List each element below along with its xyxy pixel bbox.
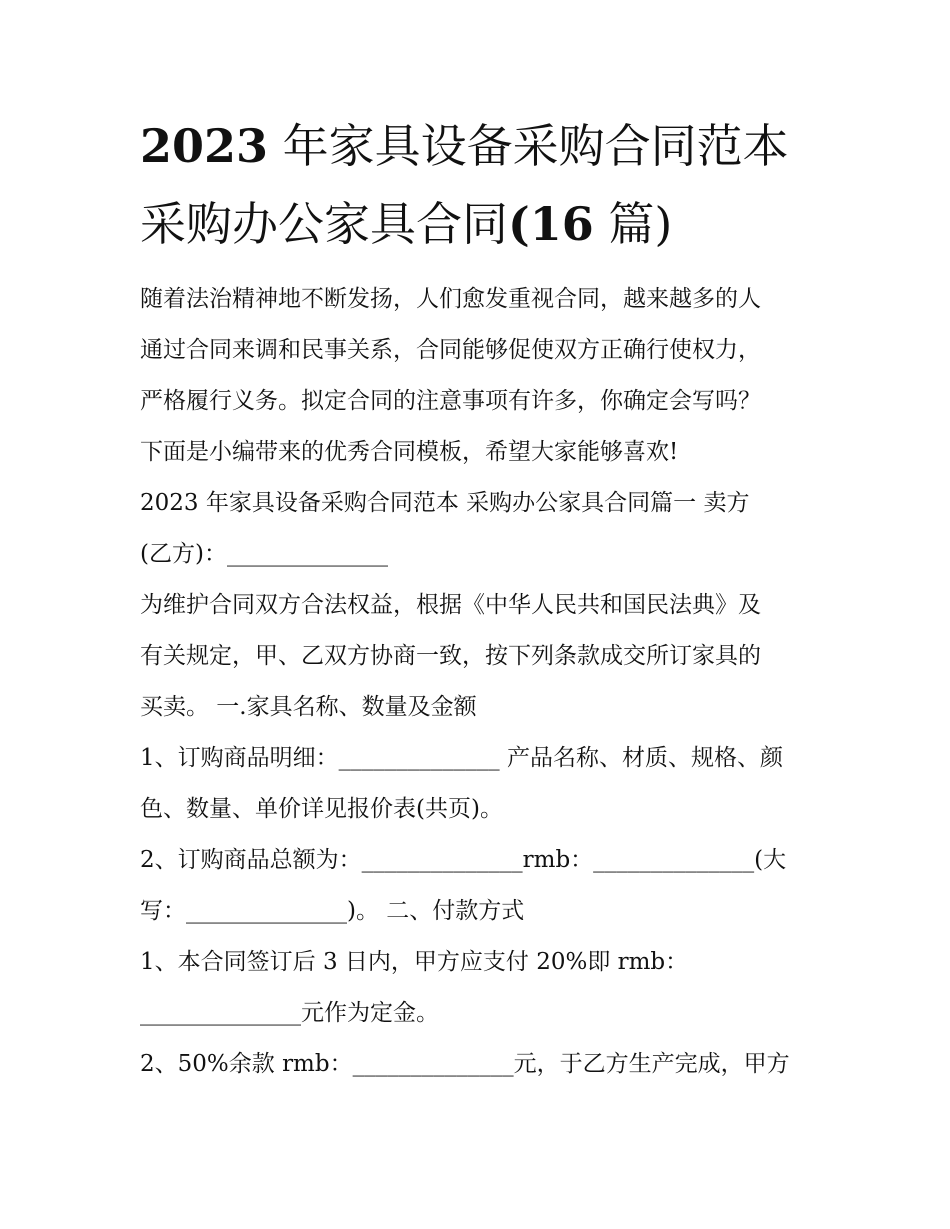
body-line: 2、50%余款 rmb：______________元，于乙方生产完成，甲方 bbox=[140, 1051, 790, 1077]
title-count: (16 bbox=[508, 197, 594, 251]
body-line: 2023 年家具设备采购合同范本 采购办公家具合同篇一 卖方 bbox=[140, 490, 750, 516]
body-line: 买卖。 一.家具名称、数量及金额 bbox=[140, 694, 477, 720]
document-title-line-1 bbox=[140, 118, 820, 174]
body-line: 色、数量、单价详见报价表(共页)。 bbox=[140, 796, 503, 822]
body-line: ______________元作为定金。 bbox=[140, 1000, 439, 1026]
body-line: 1、订购商品明细：______________ 产品名称、材质、规格、颜 bbox=[140, 745, 783, 771]
body-line: 为维护合同双方合法权益，根据《中华人民共和国民法典》及 bbox=[140, 592, 761, 618]
body-line: 1、本合同签订后 3 日内，甲方应支付 20%即 rmb： bbox=[140, 949, 689, 975]
title-line-1-text: 年家具设备采购合同范本 bbox=[282, 119, 789, 173]
title-line-2-end: 篇) bbox=[608, 197, 673, 251]
body-line: 随着法治精神地不断发扬，人们愈发重视合同，越来越多的人 bbox=[140, 286, 761, 312]
title-year: 2023 bbox=[140, 119, 269, 173]
title-line-2-text: 采购办公家具合同 bbox=[140, 197, 508, 251]
body-line: 写：______________)。 二、付款方式 bbox=[140, 898, 525, 924]
body-line: 下面是小编带来的优秀合同模板，希望大家能够喜欢! bbox=[140, 439, 679, 465]
body-line: 有关规定，甲、乙双方协商一致，按下列条款成交所订家具的 bbox=[140, 643, 761, 669]
body-line: 严格履行义务。拟定合同的注意事项有许多，你确定会写吗？ bbox=[140, 388, 761, 414]
body-line: (乙方)：______________ bbox=[140, 541, 388, 567]
body-line: 2、订购商品总额为：______________rmb：______________(大 bbox=[140, 847, 787, 873]
document-title-line-2 bbox=[140, 196, 820, 252]
body-line: 通过合同来调和民事关系，合同能够促使双方正确行使权力， bbox=[140, 337, 761, 363]
